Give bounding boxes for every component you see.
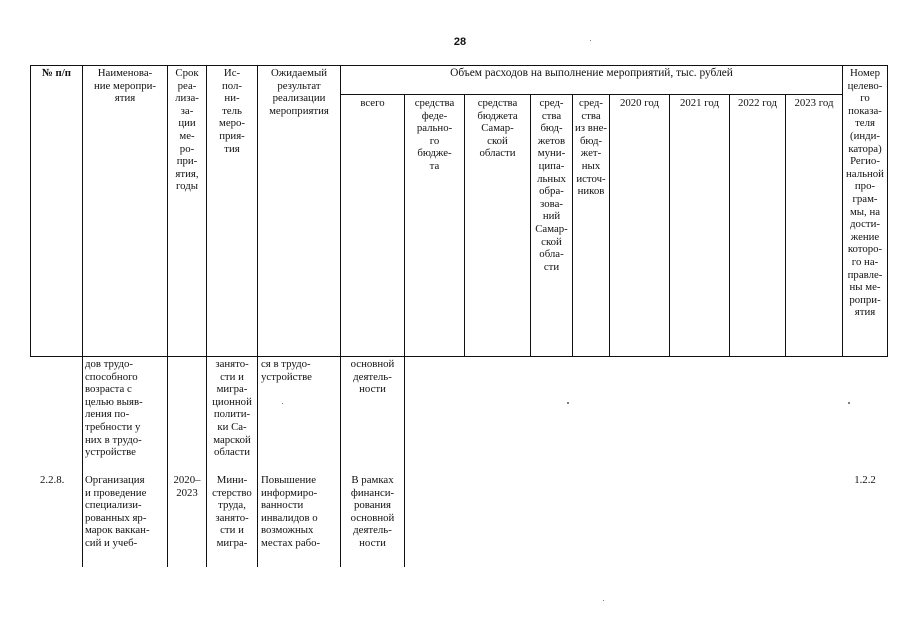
col-border-0 [30, 65, 31, 357]
row1-total: основной деятель- ности [350, 358, 395, 396]
header-2023: 2023 год [794, 97, 834, 109]
row2-num: 2.2.8. [40, 474, 65, 486]
header-result: Ожидаемый результат реализации мероприятия [269, 67, 329, 117]
header-2022: 2022 год [737, 97, 778, 109]
header-term: Срок реа- лиза- за- ции ме- ро- при- ятия, годы [175, 67, 199, 193]
row1-executor: занято- сти и мигра- ционной полити- ки Са- марской области [212, 358, 252, 459]
body-col-border-6 [404, 357, 405, 567]
body-col-border-1 [82, 357, 83, 567]
header-municipal: сред- ства бюд- жетов муни- ципа- льных обра- зова- ний Самар- ской обла- сти [535, 97, 568, 273]
body-col-border-4 [257, 357, 258, 567]
header-expenses: Объем расходов на выполнение мероприятий, тыс. рублей [450, 67, 733, 79]
row2-indicator: 1.2.2 [854, 474, 876, 486]
row2-total: В рамках финанси- рования основной деятель- ности [350, 474, 395, 549]
page-number: 28 [453, 36, 467, 48]
col-border-15 [887, 65, 888, 357]
header-total: всего [360, 97, 385, 109]
col-border-10 [609, 94, 610, 357]
scan-speck [282, 403, 283, 404]
expenses-subheader-line [340, 94, 842, 95]
header-regional: средства бюджета Самар- ской области [477, 97, 518, 160]
col-border-13 [785, 94, 786, 357]
header-name: Наименова- ние меропри- ятия [93, 67, 157, 105]
row1-result: ся в трудо- устройстве [261, 358, 312, 383]
header-bottom-border [30, 356, 887, 357]
body-col-border-2 [167, 357, 168, 567]
row1-name: дов трудо- способного возраста с целью выяв- ления по- требности у них в трудо- устройстве [85, 358, 143, 459]
header-federal: средства феде- рально- го бюдже- та [414, 97, 455, 172]
row2-executor: Мини- стерство труда, занято- сти и мигра- [212, 474, 252, 549]
scan-speck [567, 402, 569, 404]
header-2021: 2021 год [679, 97, 720, 109]
header-num: № п/п [42, 67, 71, 79]
scan-speck [603, 600, 604, 601]
row2-term: 2020– 2023 [173, 474, 201, 499]
header-2020: 2020 год [619, 97, 660, 109]
col-border-12 [729, 94, 730, 357]
scan-speck [590, 40, 591, 41]
header-executor: Ис- пол- ни- тель меро- прия- тия [218, 67, 246, 155]
header-indicator: Номер целево- го показа- теля (инди- катора) Регио- нальной про- грам- мы, на дости- жение которо- го на- правле- ны ме- ропри- ятия [846, 67, 884, 319]
table-top-border [30, 65, 887, 66]
scan-speck [848, 402, 850, 404]
col-border-1 [82, 65, 83, 357]
header-offbudget: сред- ства из вне- бюд- жет- ных источ- ников [574, 97, 607, 198]
row2-name: Организация и проведение специализи- рованных яр- марок ваккан- сий и учеб- [85, 474, 150, 549]
col-border-11 [669, 94, 670, 357]
row2-result: Повышение информиро- ванности инвалидов о возможных местах рабо- [261, 474, 321, 549]
